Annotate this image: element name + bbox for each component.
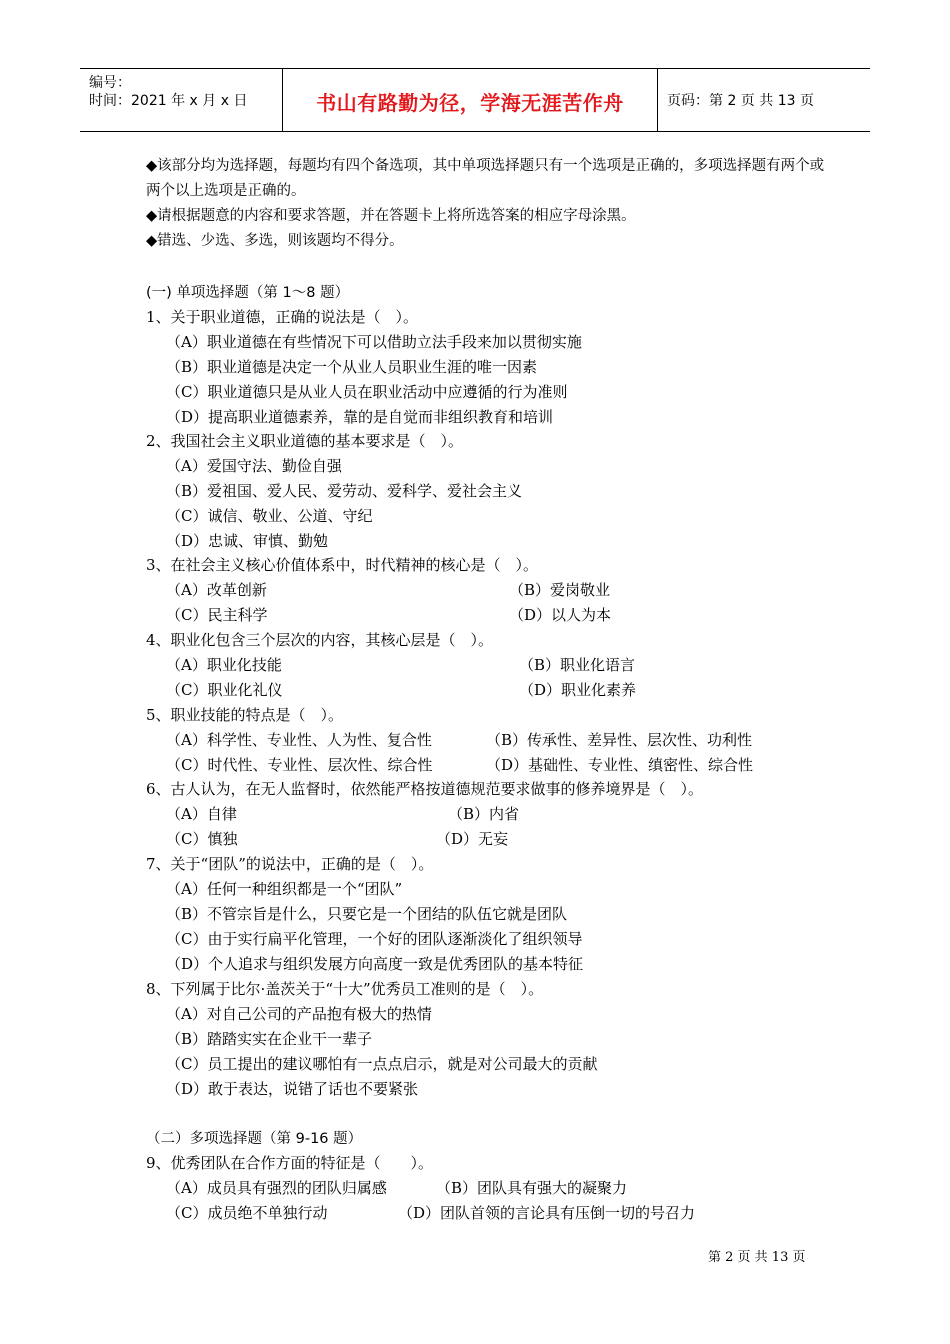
option: （A）对自己公司的产品抱有极大的热情 [166, 1005, 432, 1023]
option: （C）成员绝不单独行动 [166, 1204, 328, 1222]
instruction-item: ◆错选、少选、多选，则该题均不得分。 [146, 233, 404, 249]
question-stem: 9、优秀团队在合作方面的特征是（ ）。 [146, 1154, 434, 1172]
question-stem: 4、职业化包含三个层次的内容，其核心层是（ ）。 [146, 631, 494, 649]
option: （C）民主科学 [166, 606, 268, 624]
option: （C）职业化礼仪 [166, 681, 283, 699]
option: （D）基础性、专业性、缜密性、综合性 [486, 756, 754, 774]
option: （B）内省 [448, 805, 520, 823]
option: （C）职业道德只是从业人员在职业活动中应遵循的行为准则 [166, 383, 568, 401]
option: （B）不管宗旨是什么，只要它是一个团结的队伍它就是团队 [166, 905, 568, 923]
option: （D）职业化素养 [519, 681, 637, 699]
option: （A）职业道德在有些情况下可以借助立法手段来加以贯彻实施 [166, 333, 582, 351]
option: （D）无妄 [436, 830, 509, 848]
question-stem: 2、我国社会主义职业道德的基本要求是（ ）。 [146, 432, 464, 450]
option: （D）忠诚、审慎、勤勉 [166, 532, 329, 550]
header-page-number: 页码：第 2 页 共 13 页 [667, 93, 814, 109]
question-stem: 3、在社会主义核心价值体系中，时代精神的核心是（ ）。 [146, 556, 539, 574]
option: （D）以人为本 [509, 606, 612, 624]
option: （C）时代性、专业性、层次性、综合性 [166, 756, 433, 774]
option: （B）踏踏实实在企业干一辈子 [166, 1030, 373, 1048]
instruction-item: ◆该部分均为选择题，每题均有四个备选项，其中单项选择题只有一个选项是正确的，多项选择题有两个或两个以上选项是正确的。 [146, 158, 825, 199]
header-page-cell [657, 69, 870, 131]
option: （B）爱岗敬业 [509, 581, 611, 599]
option: （C）员工提出的建议哪怕有一点点启示，就是对公司最大的贡献 [166, 1055, 598, 1073]
question-stem: 1、关于职业道德，正确的说法是（ ）。 [146, 308, 419, 326]
option: （C）诚信、敬业、公道、守纪 [166, 507, 373, 525]
option: （B）传承性、差异性、层次性、功利性 [486, 731, 753, 749]
option: （B）职业化语言 [519, 656, 636, 674]
option: （B）职业道德是决定一个从业人员职业生涯的唯一因素 [166, 358, 538, 376]
option: （A）任何一种组织都是一个“团队” [166, 880, 403, 898]
option: （D）团队首领的言论具有压倒一切的号召力 [398, 1204, 696, 1222]
page-footer: 第 2 页 共 13 页 [708, 1250, 806, 1265]
section-title-single-choice: (一) 单项选择题（第 1～8 题） [146, 285, 350, 301]
header-motto-cell [282, 69, 658, 131]
option: （B）爱祖国、爱人民、爱劳动、爱科学、爱社会主义 [166, 482, 523, 500]
question-stem: 5、职业技能的特点是（ ）。 [146, 706, 344, 724]
option: （A）职业化技能 [166, 656, 282, 674]
option: （D）个人追求与组织发展方向高度一致是优秀团队的基本特征 [166, 955, 584, 973]
instruction-item: ◆请根据题意的内容和要求答题，并在答题卡上将所选答案的相应字母涂黑。 [146, 208, 636, 224]
option: （B）团队具有强大的凝聚力 [436, 1179, 628, 1197]
question-stem: 7、关于“团队”的说法中，正确的是（ ）。 [146, 855, 434, 873]
instructions [146, 154, 826, 254]
option: （C）由于实行扁平化管理，一个好的团队逐渐淡化了组织领导 [166, 930, 583, 948]
question-stem: 6、古人认为，在无人监督时，依然能严格按道德规范要求做事的修养境界是（ ）。 [146, 780, 704, 798]
document-time-label: 时间：2021 年 x 月 x 日 [89, 93, 248, 109]
section-title-multiple-choice: （二）多项选择题（第 9-16 题） [146, 1131, 363, 1147]
option: （A）爱国守法、勤俭自强 [166, 457, 342, 475]
option: （C）慎独 [166, 830, 238, 848]
header-motto: 书山有路勤为径，学海无涯苦作舟 [316, 91, 624, 115]
option: （D）敢于表达，说错了话也不要紧张 [166, 1080, 419, 1098]
option: （A）科学性、专业性、人为性、复合性 [166, 731, 432, 749]
page-header [80, 68, 870, 132]
option: （D）提高职业道德素养，靠的是自觉而非组织教育和培训 [166, 408, 554, 426]
option: （A）改革创新 [166, 581, 267, 599]
option: （A）成员具有强烈的团队归属感 [166, 1179, 387, 1197]
document-number-label: 编号： [89, 75, 131, 91]
header-meta-cell [80, 69, 282, 131]
question-stem: 8、下列属于比尔·盖茨关于“十大”优秀员工准则的是（ ）。 [146, 980, 544, 998]
option: （A）自律 [166, 805, 237, 823]
